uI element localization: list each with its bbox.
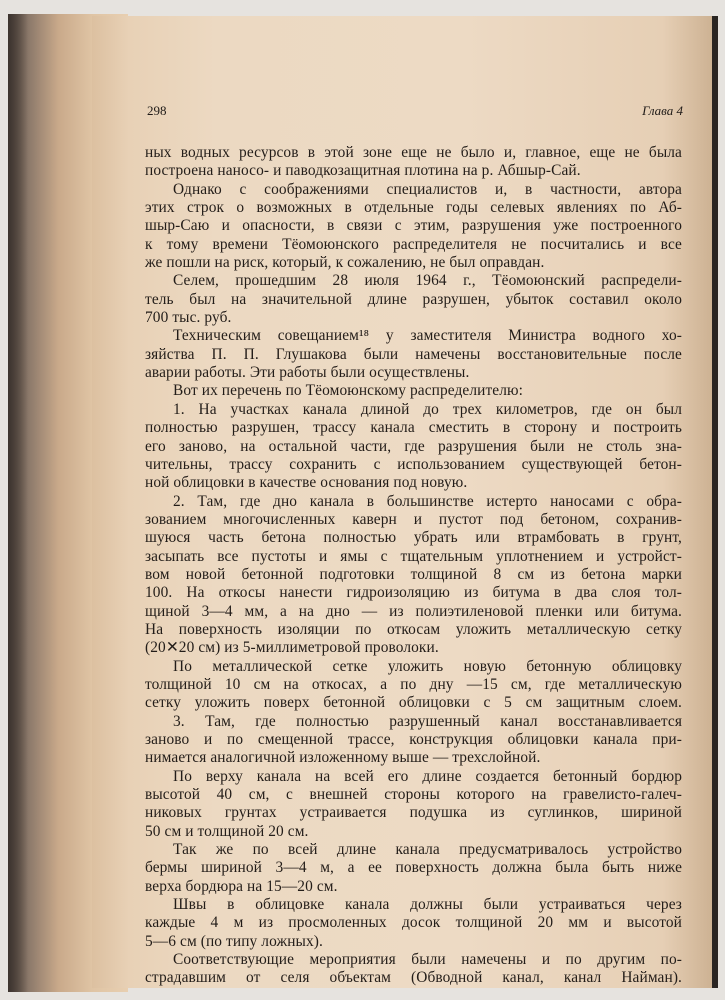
text-line: сетку уложить поверх бетонной облицовки с 5 см защитным слоем. (145, 694, 682, 712)
text-line: толщиной 10 см на откосах, а по дну —15 см, где металлическую (145, 675, 682, 693)
text-line: страдавшим от селя объектам (Обводной канал, канал Найман). (145, 969, 682, 987)
book-spine-shadow (8, 14, 28, 992)
text-line: (20✕20 см) из 5-миллиметровой проволоки. (145, 639, 439, 657)
text-line: этих строк о возможных в отдельные годы селевых явлениях по Аб- (145, 199, 682, 217)
text-line: шуюся часть бетона полностью убрать или втрамбовать в грунт, (145, 529, 682, 547)
text-line: зованием многочисленных каверн и пустот под бетоном, сохранив- (145, 510, 682, 528)
text-line: Однако с соображениями специалистов и, в частности, автора (173, 180, 682, 198)
text-line: По металлической сетке уложить новую бетонную облицовку (173, 657, 682, 675)
text-line: же пошли на риск, который, к сожалению, не был оправдан. (145, 254, 545, 272)
running-header-chapter: Глава 4 (642, 103, 683, 118)
text-line: ной облицовки в качестве основания под новую. (145, 474, 468, 492)
text-line: вом новой бетонной подготовки толщиной 8 см из бетона марки (145, 565, 682, 583)
text-line: Техническим совещанием¹⁸ у заместителя Министра водного хо- (173, 327, 682, 345)
text-line: 3. Там, где полностью разрушенный канал восстанавливается (173, 712, 682, 730)
text-line: чительны, трассу сохранить с использованием существующей бетон- (145, 455, 682, 473)
text-line: ных водных ресурсов в этой зоне еще не было и, главное, еще не была (145, 144, 682, 161)
text-line: нимается аналогичной изложенному выше — трехслойной. (145, 749, 541, 767)
text-line: На поверхность изоляции по откосам уложить металлическую сетку (145, 620, 682, 638)
text-line: Так же по всей длине канала предусматривалось устройство (173, 841, 682, 859)
text-line: По верху канала на всей его длине создается бетонный бордюр (173, 767, 682, 785)
text-line: тель был на значительной длине разрушен, убыток составил около (145, 290, 682, 308)
text-line: высотой 40 см, с внешней стороны которого на гравелисто-галеч- (145, 786, 682, 804)
body-text (145, 144, 682, 988)
text-line: Соответствующие мероприятия были намечены и по другим по- (173, 951, 682, 969)
text-line: 2. Там, где дно канала в большинстве истерто наносами с обра- (173, 492, 682, 510)
text-line: шыр-Саю и опасности, в связи с этим, разрушения уже построенного (145, 217, 682, 235)
text-line: заново и по смещенной трассе, конструкция облицовки канала при- (145, 731, 682, 748)
text-line: 1. На участках канала длиной до трех километров, где он был (173, 400, 682, 418)
text-line: построена наносо- и паводкозащитная плотина на р. Абшыр-Сай. (145, 162, 581, 180)
text-line: каждые 4 м из просмоленных досок толщиной 20 мм и высотой (145, 914, 682, 932)
text-line: 5—6 см (по типу ложных). (145, 932, 323, 950)
text-line: Швы в облицовке канала должны были устраиваться через (173, 896, 682, 914)
text-line: засыпать все пустоты и ямы с тщательным уплотнением и устройст- (145, 547, 682, 565)
text-line: зяйства П. П. Глушакова были намечены восстановительные после (145, 345, 682, 363)
text-line: к тому времени Тёомоюнского распределителя не посчитались и все (145, 235, 682, 253)
text-line: полностью разрушен, трассу канала сместить в сторону и построить (145, 419, 682, 437)
text-line: 100. На откосы нанести гидроизоляцию из битума в два слоя тол- (145, 584, 682, 602)
text-line: аварии работы. Эти работы были осуществлены. (145, 364, 470, 382)
text-line: его заново, на остальной части, где разрушения были не столь зна- (145, 437, 682, 455)
page-number: 298 (147, 103, 167, 118)
text-line: верха бордюра на 15—20 см. (145, 877, 338, 895)
text-line: щиной 3—4 мм, а на дно — из полиэтиленовой пленки или битума. (145, 602, 682, 620)
text-line: никовых грунтах устраивается подушка из суглинков, шириной (145, 804, 682, 822)
text-line: Вот их перечень по Тёомоюнскому распределителю: (173, 382, 523, 400)
text-line: Селем, прошедшим 28 июля 1964 г., Тёомоюнский распредели- (173, 272, 682, 290)
text-line: 50 см и толщиной 20 см. (145, 822, 309, 840)
text-line: 700 тыс. руб. (145, 309, 232, 327)
text-line: бермы шириной 3—4 м, а ее поверхность должна была быть ниже (145, 859, 682, 877)
